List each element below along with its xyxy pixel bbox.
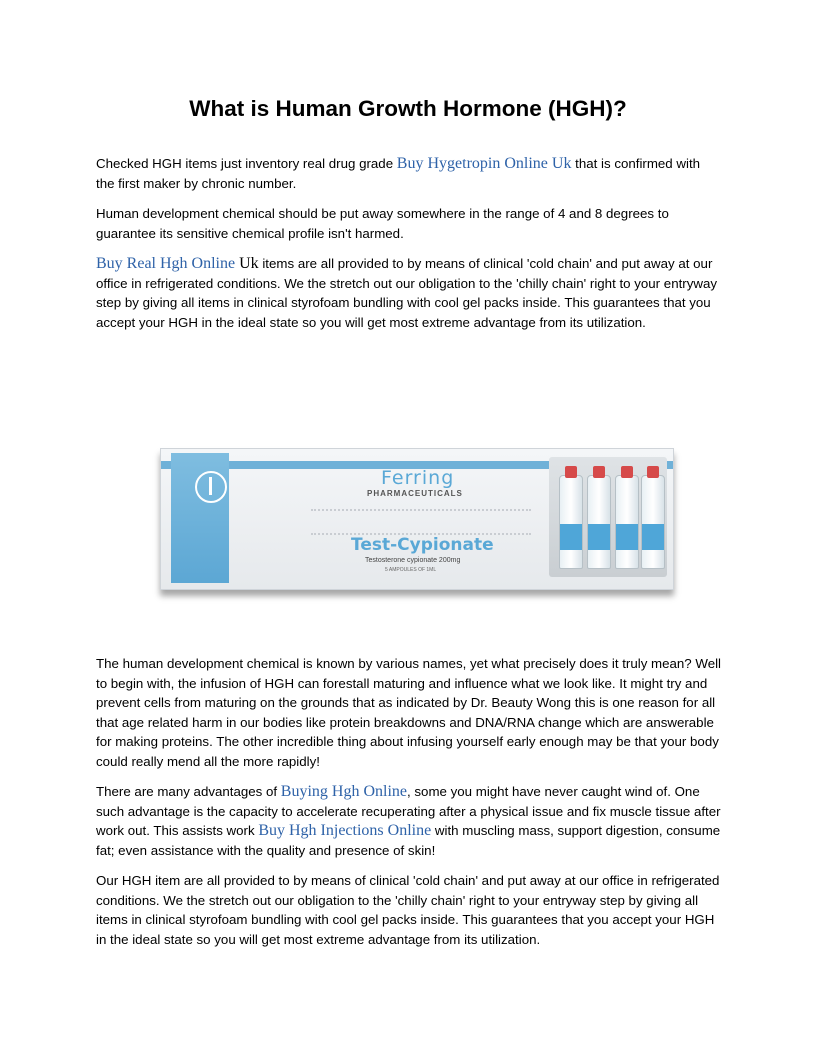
buy-real-hgh-link[interactable]: Buy Real Hgh Online <box>96 255 236 272</box>
braille-dots <box>311 509 531 535</box>
p3-serif-word: Uk <box>235 255 259 272</box>
paragraph-6: Our HGH item are all provided to by means of clinical 'cold chain' and put away at our office in refrigerated conditions. We the stretch out our obligation to the 'chilly chain' right to your entryway step by giving all items in clinical styrofoam bundling with cool gel packs inside. This guarantees that you accept your HGH in the ideal state so you will get most extreme advantage from its utilization. <box>96 873 720 947</box>
p5-text-a: There are many advantages of <box>96 784 281 799</box>
vial-icon <box>559 475 583 569</box>
product-drug-name: Test-Cypionate <box>351 535 494 555</box>
p1-text-after: that is confirmed with the first maker by chronic number. <box>96 156 701 191</box>
vial-icon <box>615 475 639 569</box>
vial-icon <box>587 475 611 569</box>
product-dosage: Testosterone cypionate 200mg <box>365 557 461 564</box>
buy-hygetropin-link[interactable]: Buy Hygetropin Online Uk <box>396 155 572 172</box>
p5-text-c: with muscling mass, support digestion, consume fat; even assistance with the quality and presence of skin! <box>96 823 721 858</box>
paragraph-1 <box>96 154 722 193</box>
product-brand: Ferring <box>381 467 455 489</box>
page-title: What is Human Growth Hormone (HGH)? <box>189 96 627 121</box>
product-subbrand: PHARMACEUTICALS <box>367 489 463 498</box>
paragraph-2: Human development chemical should be put away somewhere in the range of 4 and 8 degrees to guarantee its sensitive chemical profile isn't harmed. <box>96 206 669 241</box>
product-image <box>160 448 672 600</box>
vial-window <box>549 457 667 577</box>
product-box <box>160 448 674 590</box>
p3-text-after: items are all provided to by means of clinical 'cold chain' and put away at our office in refrigerated conditions. We the stretch out our obligation to the 'chilly chain' right to your entryway step by giving all items in clinical styrofoam bundling with cool gel packs inside. This guarantees that you accept your HGH in the ideal state so you will get most extreme advantage from its utilization. <box>96 256 718 330</box>
vial-icon <box>641 475 665 569</box>
p1-text-before: Checked HGH items just inventory real drug grade <box>96 156 397 171</box>
product-count: 5 AMPOULES OF 1ML <box>385 567 437 573</box>
box-side-panel <box>171 453 229 583</box>
paragraph-4: The human development chemical is known by various names, yet what precisely does it truly mean? Well to begin with, the infusion of HGH can forestall maturing and influence what we look like. It might try and prevent cells from maturing on the grounds that as indicated by Dr. Beauty Wong this is one reason for all that age related harm in our bodies like protein breakdowns and DNA/RNA change which are answerable for making proteins. The other incredible thing about infusing yourself early enough may be that your body could really mend all the more rapidly! <box>96 656 721 769</box>
paragraph-5 <box>96 782 722 860</box>
p5-text-b: , some you might have never caught wind of. One such advantage is the capacity to accelerate recuperating after a physical issue and fix muscle tissue after work out. This assists work <box>96 784 721 838</box>
buying-hgh-link[interactable]: Buying Hgh Online <box>280 783 408 800</box>
ferring-logo-icon <box>195 471 227 503</box>
buy-hgh-injections-link[interactable]: Buy Hgh Injections Online <box>258 822 432 839</box>
paragraph-3 <box>96 254 722 332</box>
